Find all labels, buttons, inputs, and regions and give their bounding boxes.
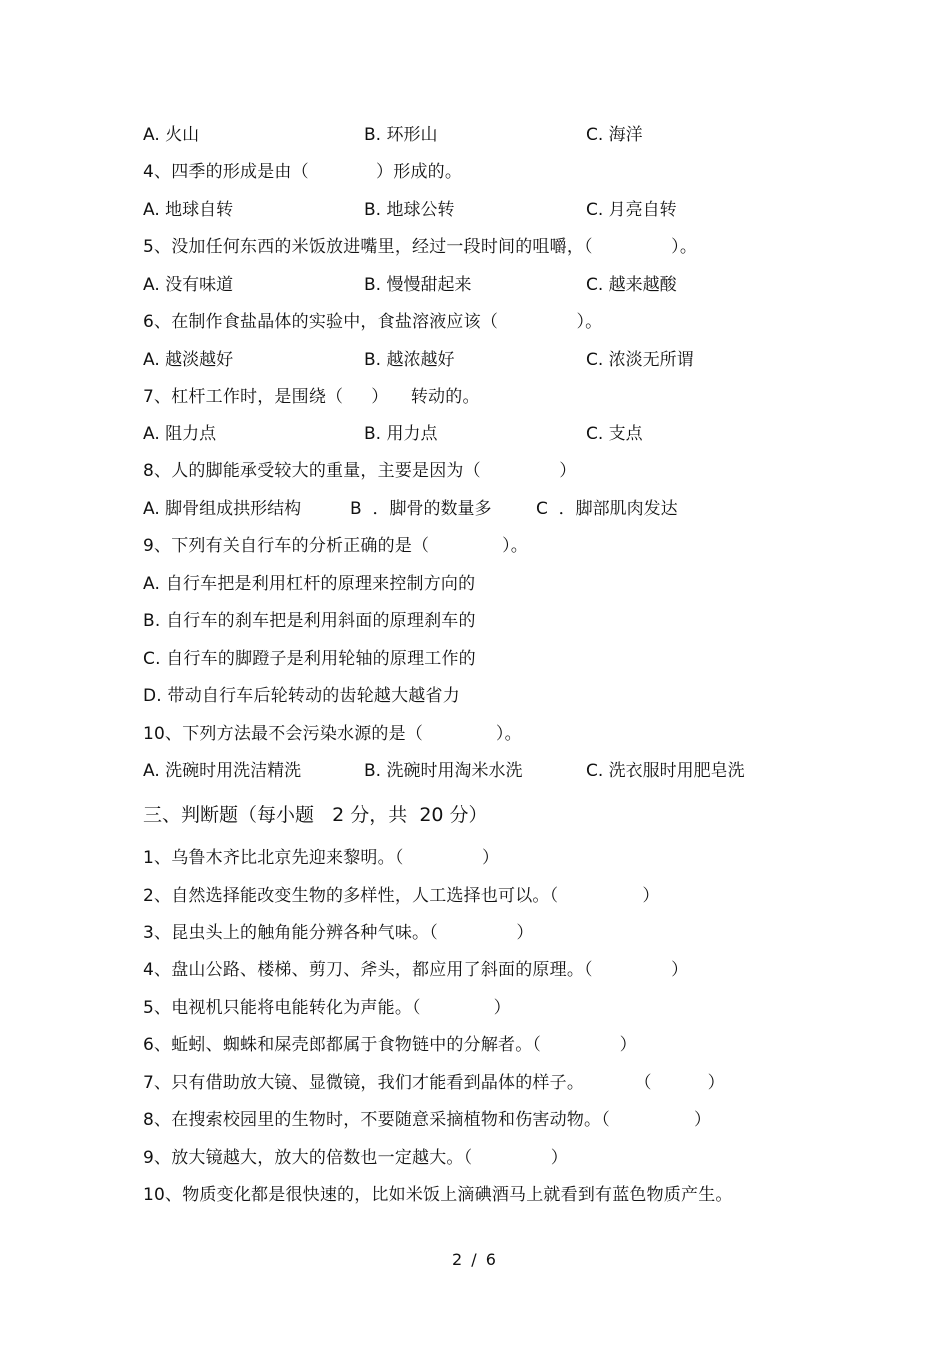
section-3-heading: 三、判断题（每小题 2 分，共 20 分） bbox=[143, 804, 488, 826]
q6-option-b: B. 越浓越好 bbox=[364, 350, 455, 370]
q6-option-a: A. 越淡越好 bbox=[143, 350, 234, 370]
q8-option-c: C ．脚部肌肉发达 bbox=[536, 499, 678, 519]
judge-item-7: 7、只有借助放大镜、显微镜，我们才能看到晶体的样子。 （ ） bbox=[143, 1073, 725, 1093]
judge-item-6: 6、蚯蚓、蜘蛛和屎壳郎都属于食物链中的分解者。（ ） bbox=[143, 1035, 637, 1055]
q5-option-a: A. 没有味道 bbox=[143, 275, 234, 295]
judge-item-4: 4、盘山公路、楼梯、剪刀、斧头，都应用了斜面的原理。（ ） bbox=[143, 960, 689, 980]
question-8: 8、人的脚能承受较大的重量，主要是因为（ ） bbox=[143, 461, 577, 481]
q5-option-b: B. 慢慢甜起来 bbox=[364, 275, 472, 295]
q6-option-c: C. 浓淡无所谓 bbox=[586, 350, 694, 370]
judge-item-5: 5、电视机只能将电能转化为声能。（ ） bbox=[143, 998, 511, 1018]
q9-option-d: D. 带动自行车后轮转动的齿轮越大越省力 bbox=[143, 686, 460, 706]
q8-option-b: B ．脚骨的数量多 bbox=[350, 499, 492, 519]
q9-option-a: A. 自行车把是利用杠杆的原理来控制方向的 bbox=[143, 574, 476, 594]
q3-option-b: B. 环形山 bbox=[364, 125, 438, 145]
q10-option-a: A. 洗碗时用洗洁精洗 bbox=[143, 761, 302, 781]
judge-item-3: 3、昆虫头上的触角能分辨各种气味。（ ） bbox=[143, 923, 534, 943]
question-5: 5、没加任何东西的米饭放进嘴里，经过一段时间的咀嚼，（ ）。 bbox=[143, 237, 698, 257]
q4-option-c: C. 月亮自转 bbox=[586, 200, 677, 220]
question-10: 10、下列方法最不会污染水源的是（ ）。 bbox=[143, 724, 522, 744]
judge-item-9: 9、放大镜越大，放大的倍数也一定越大。（ ） bbox=[143, 1148, 568, 1168]
judge-item-2: 2、自然选择能改变生物的多样性，人工选择也可以。（ ） bbox=[143, 886, 660, 906]
question-9: 9、下列有关自行车的分析正确的是（ ）。 bbox=[143, 536, 528, 556]
judge-item-10: 10、物质变化都是很快速的，比如米饭上滴碘酒马上就看到有蓝色物质产生。 bbox=[143, 1185, 733, 1205]
q4-option-b: B. 地球公转 bbox=[364, 200, 455, 220]
question-6: 6、在制作食盐晶体的实验中，食盐溶液应该（ ）。 bbox=[143, 312, 603, 332]
q9-option-b: B. 自行车的刹车把是利用斜面的原理刹车的 bbox=[143, 611, 476, 631]
judge-item-1: 1、乌鲁木齐比北京先迎来黎明。（ ） bbox=[143, 848, 500, 868]
question-4: 4、四季的形成是由（ ）形成的。 bbox=[143, 162, 463, 182]
q4-option-a: A. 地球自转 bbox=[143, 200, 234, 220]
page-number: 2 / 6 bbox=[452, 1250, 498, 1269]
q7-option-a: A. 阻力点 bbox=[143, 424, 217, 444]
q10-option-c: C. 洗衣服时用肥皂洗 bbox=[586, 761, 745, 781]
q3-option-a: A. 火山 bbox=[143, 125, 200, 145]
q9-option-c: C. 自行车的脚蹬子是利用轮轴的原理工作的 bbox=[143, 649, 476, 669]
q5-option-c: C. 越来越酸 bbox=[586, 275, 677, 295]
judge-item-8: 8、在搜索校园里的生物时，不要随意采摘植物和伤害动物。（ ） bbox=[143, 1110, 712, 1130]
q3-option-c: C. 海洋 bbox=[586, 125, 643, 145]
question-7: 7、杠杆工作时，是围绕（ ） 转动的。 bbox=[143, 387, 480, 407]
q7-option-b: B. 用力点 bbox=[364, 424, 438, 444]
q7-option-c: C. 支点 bbox=[586, 424, 643, 444]
q10-option-b: B. 洗碗时用淘米水洗 bbox=[364, 761, 523, 781]
q8-option-a: A. 脚骨组成拱形结构 bbox=[143, 499, 302, 519]
